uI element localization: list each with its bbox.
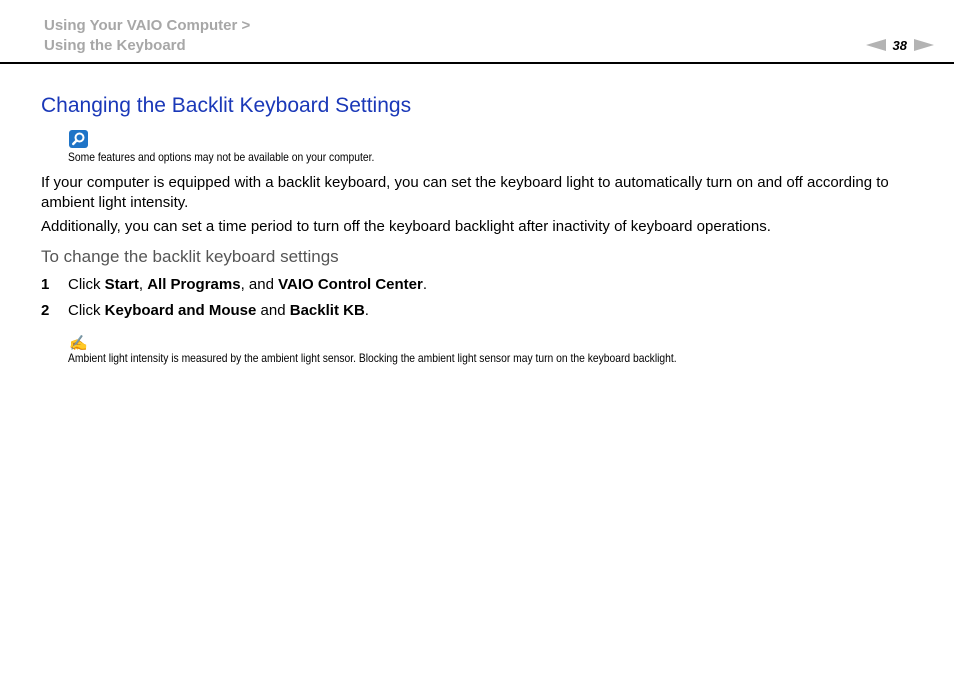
- breadcrumb-parent[interactable]: Using Your VAIO Computer >: [44, 17, 251, 34]
- ui-term-backlit-kb: Backlit KB: [289, 302, 365, 319]
- procedure-heading: To change the backlit keyboard settings: [41, 247, 339, 266]
- step-1: [41, 275, 427, 295]
- page-title: Changing the Backlit Keyboard Settings: [41, 94, 412, 117]
- step-text: .: [422, 276, 428, 293]
- step-text: and: [256, 302, 290, 319]
- ui-term-vaio-control-center: VAIO Control Center: [278, 276, 423, 293]
- ui-term-keyboard-and-mouse: Keyboard and Mouse: [104, 302, 257, 319]
- step-number: 2: [41, 302, 50, 319]
- step-2: [41, 301, 369, 321]
- step-text: ,: [138, 276, 148, 293]
- next-page-arrow-icon[interactable]: [914, 39, 934, 51]
- ui-term-all-programs: All Programs: [147, 276, 241, 293]
- header-divider: [0, 62, 954, 64]
- page-navigation: [866, 37, 934, 53]
- step-text: Click: [68, 276, 105, 293]
- step-number: 1: [41, 276, 50, 293]
- breadcrumb-current[interactable]: Using the Keyboard: [44, 37, 186, 54]
- step-text: Click: [68, 302, 105, 319]
- previous-page-arrow-icon[interactable]: [866, 39, 886, 51]
- breadcrumb: [44, 16, 250, 56]
- additional-paragraph: Additionally, you can set a time period to turn off the keyboard backlight after inactivity of keyboard operations.: [41, 218, 771, 235]
- page-number: 38: [892, 37, 907, 53]
- hint-text: Ambient light intensity is measured by the ambient light sensor. Blocking the ambient light sensor may turn on the keyboard backlight.: [68, 351, 677, 365]
- step-text: .: [364, 302, 369, 319]
- note-text: Some features and options may not be available on your computer.: [68, 150, 375, 164]
- pencil-icon: ✍: [69, 335, 88, 352]
- ui-term-start: Start: [104, 276, 139, 293]
- magnifier-note-icon: [69, 130, 88, 148]
- step-text: , and: [240, 276, 279, 293]
- intro-paragraph: If your computer is equipped with a backlit keyboard, you can set the keyboard light to automatically turn on and off according to ambient light intensity.: [41, 174, 889, 211]
